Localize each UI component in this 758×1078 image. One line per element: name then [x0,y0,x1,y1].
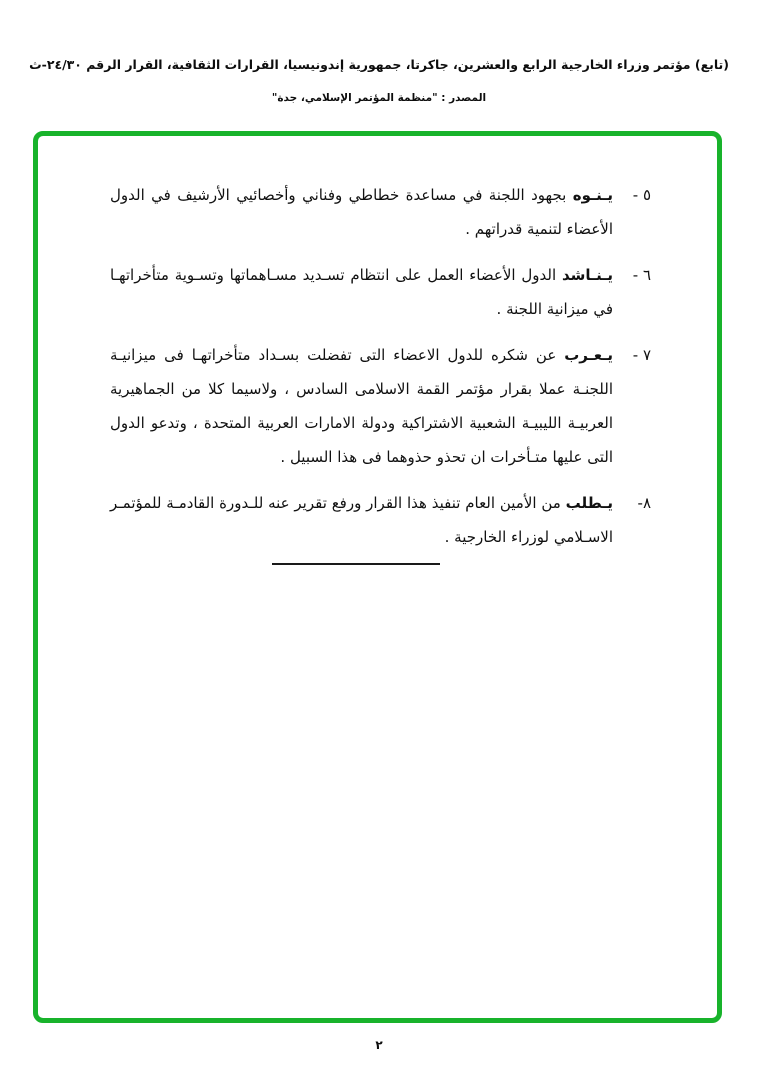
item-text [110,258,613,326]
item-body: الدول الأعضاء العمل على انتظام تسـديد مسـاهماتها وتسـوية متأخراتهـا في ميزانية اللجنة . [110,266,613,318]
item-keyword: يـعـرب [564,346,613,364]
item-body: من الأمين العام تنفيذ هذا القرار ورفع تقرير عنه للـدورة القادمـة للمؤتمـر الاسـلامي لوزراء الخارجية . [110,494,613,546]
item-keyword: يـنـاشد [561,266,613,284]
resolution-item-8 [110,486,651,554]
resolution-item-6 [110,258,651,326]
resolution-item-7 [110,338,651,474]
resolution-items-list [110,178,651,566]
item-number: ٧ - [632,346,651,364]
document-header-source: المصدر : "منظمة المؤتمر الإسلامي، جدة" [271,92,487,104]
green-border-frame [33,131,722,1023]
document-header-title: (تابع) مؤتمر وزراء الخارجية الرابع والعشرين، جاكرتا، جمهورية إندونيسيا، القرارات الثقافية، القرار الرقم ٢٤/٣٠-ث [29,57,729,72]
item-text [110,338,613,474]
item-number: ٥ - [632,186,651,204]
resolution-item-5 [110,178,651,246]
item-body: عن شكره للدول الاعضاء التى تفضلت بسـداد متأخراتهـا فى ميزانيـة اللجنـة عملا بقرار مؤتمر القمة الاسلامى السادس ، ولاسيما كلا من الجماهيرية العربيـة الليبيـة الشعبية الاشتراكية ودولة الامارات العربية المتحدة ، وتدعو الدول التى عليها متـأخرات ان تحذو حذوهما فى هذا السبيل . [110,346,613,466]
page-number: ٢ [375,1038,383,1052]
item-number: ٨- [637,494,651,512]
item-body: بجهود اللجنة في مساعدة خطاطي وفناني وأخصائيي الأرشيف في الدول الأعضاء لتنمية قدراتهم . [110,186,613,238]
item-text [110,178,613,246]
item-number: ٦ - [632,266,651,284]
item-keyword: يـطلب [565,494,613,512]
item-keyword: يـنـوه [572,186,613,204]
item-text [110,486,613,554]
end-separator-line [272,563,440,565]
